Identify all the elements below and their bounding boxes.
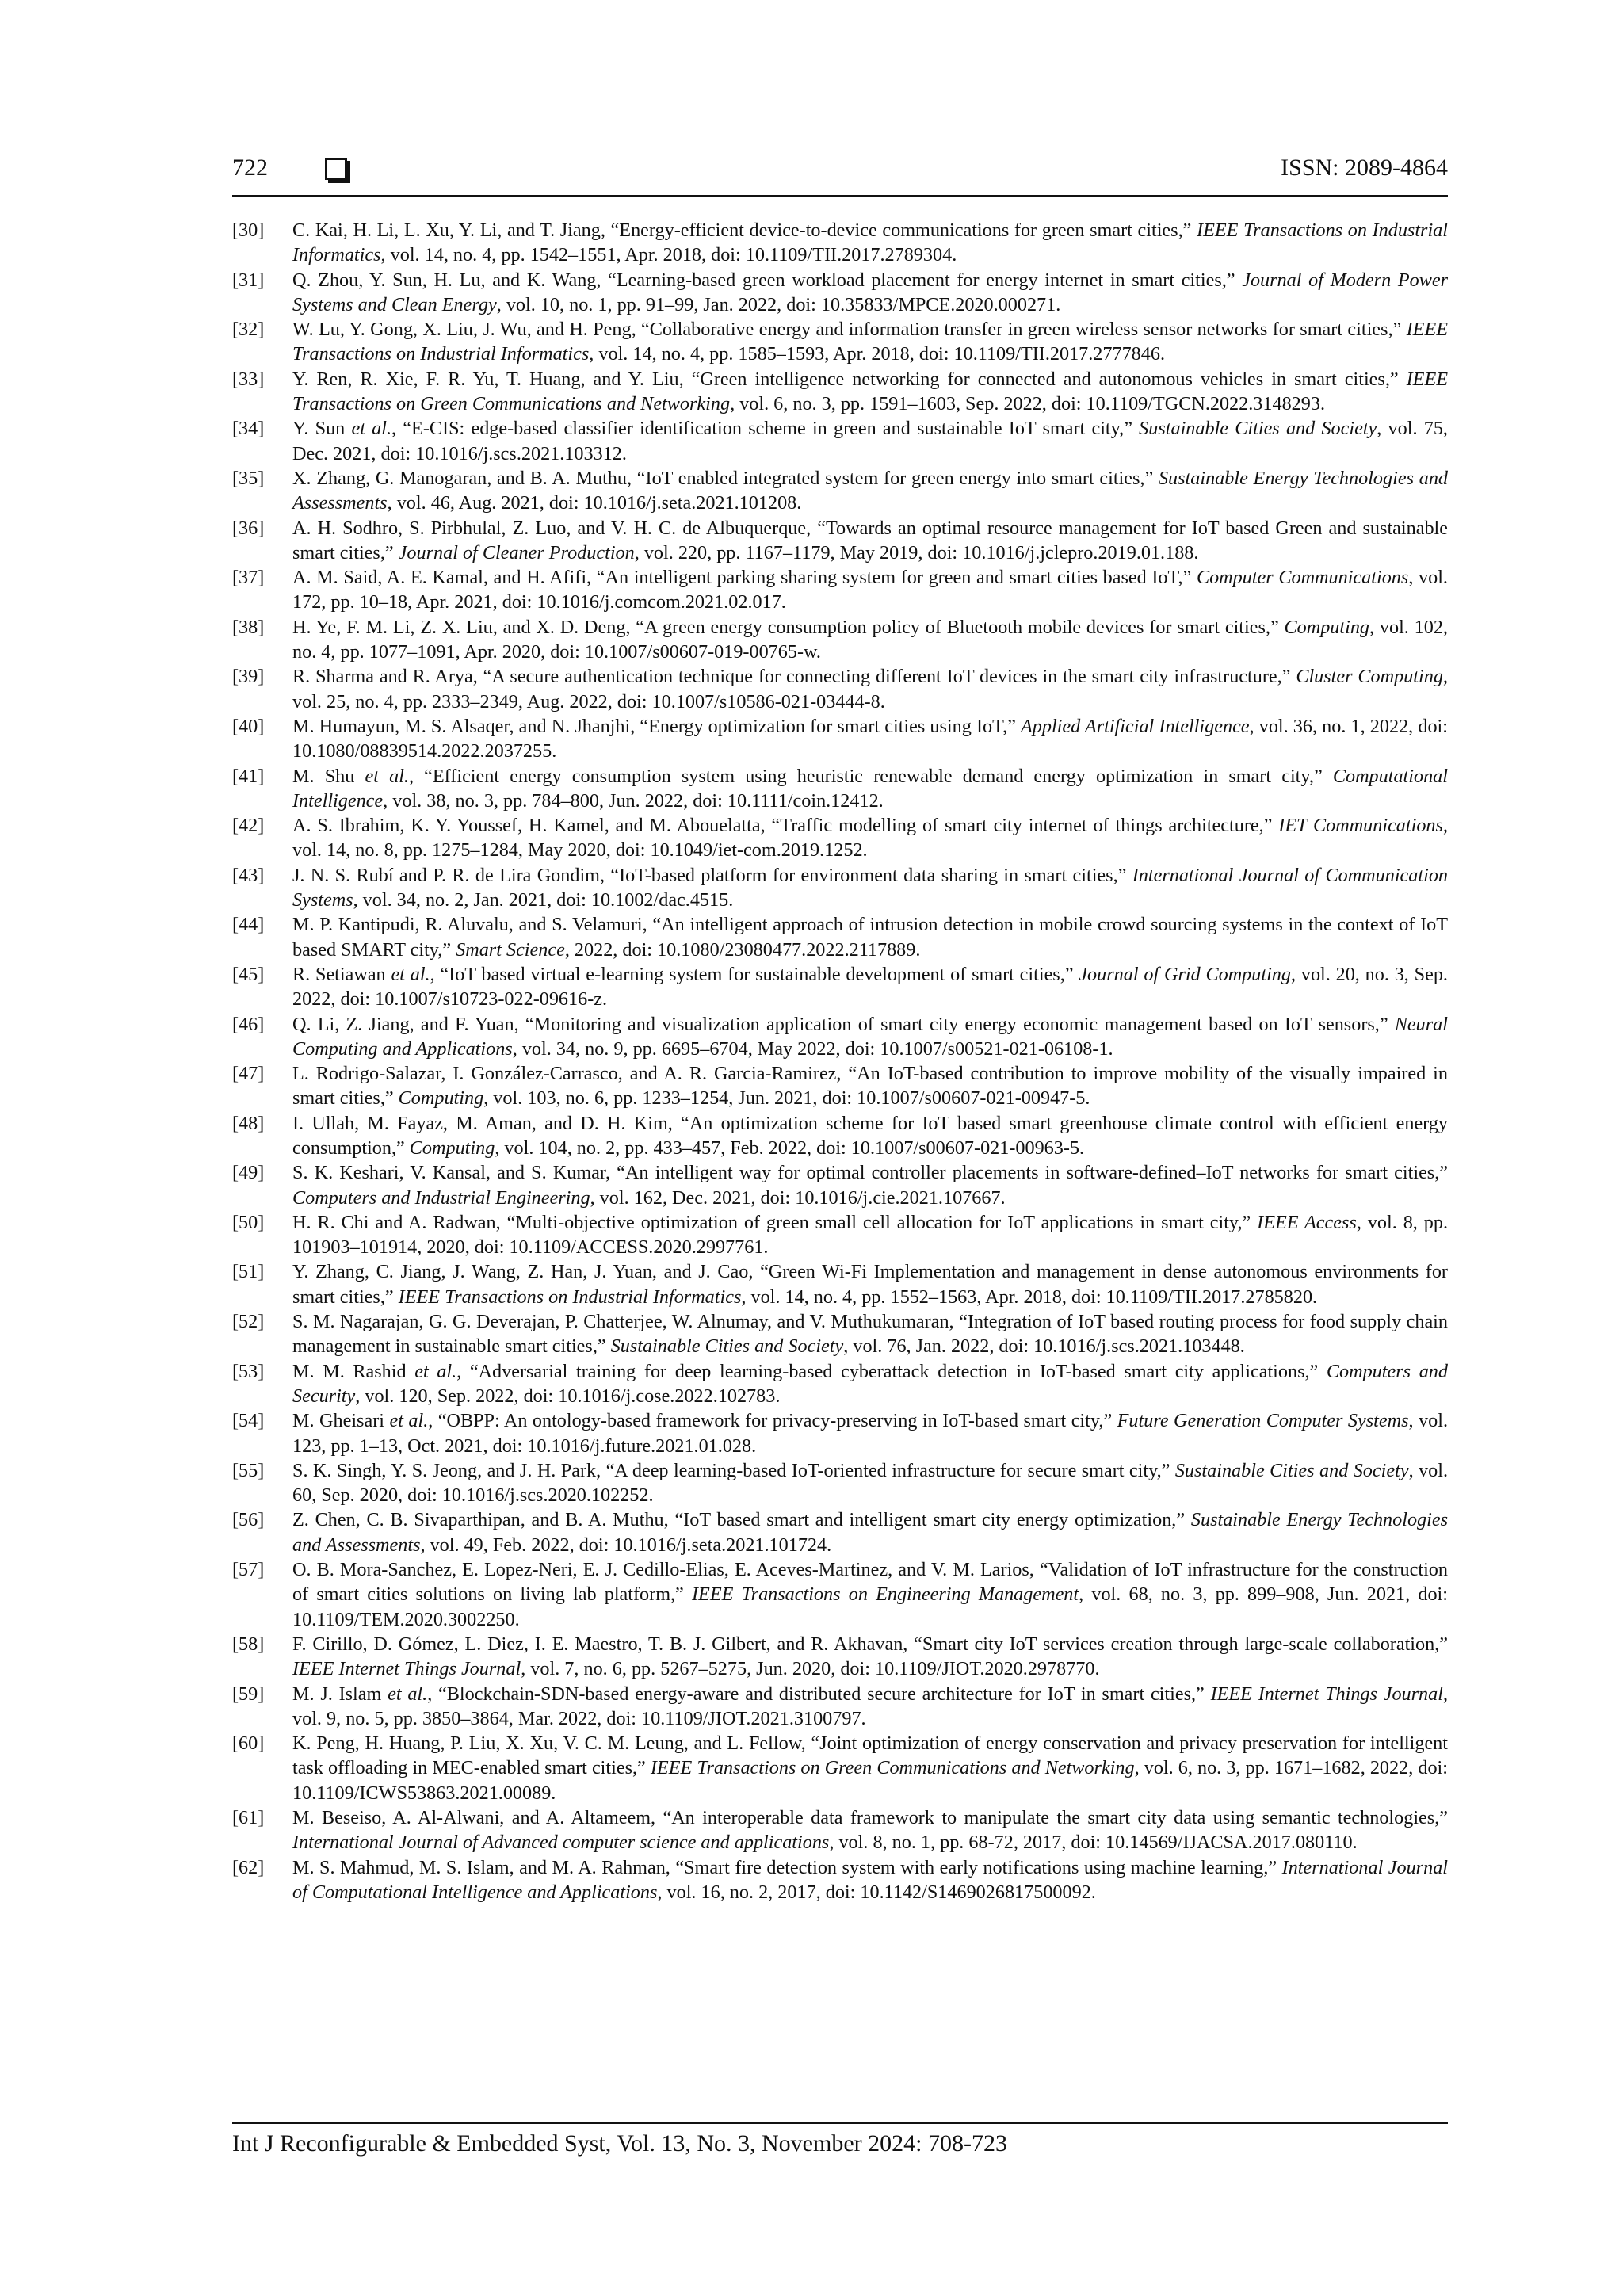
reference-item [232,416,1448,466]
reference-text [292,268,1448,318]
reference-segment: , “Blockchain-SDN-based energy-aware and distributed secure architecture for IoT in smart cities,” [427,1683,1211,1705]
issn-label: ISSN: 2089-4864 [1281,155,1448,181]
reference-number: [47] [232,1063,265,1085]
reference-segment: M. P. Kantipudi, R. Aluvalu, and S. Velamuri, “An intelligent approach of intrusion detection in mobile crowd sourcing systems in the context of IoT based SMART city,” [292,914,1448,961]
reference-segment: R. Sharma and R. Arya, “A secure authentication technique for connecting different IoT devices in the smart city infrastructure,” [292,666,1296,688]
reference-segment: , vol. 10, no. 1, pp. 91–99, Jan. 2022, doi: 10.35833/MPCE.2020.000271. [496,293,1061,315]
reference-segment: , vol. 103, no. 6, pp. 1233–1254, Jun. 2021, doi: 10.1007/s00607-021-00947-5. [483,1087,1090,1110]
reference-segment: A. M. Said, A. E. Kamal, and H. Afifi, “An intelligent parking sharing system for green and smart cities based IoT,” [292,567,1197,589]
reference-italic-segment: Journal of Cleaner Production [398,541,635,563]
reference-item [232,664,1448,714]
reference-segment: Y. Zhang, C. Jiang, J. Wang, Z. Han, J. Yuan, and J. Cao, “Green Wi-Fi Implementation and management in dense autonomous environments for smart cities,” [292,1261,1448,1308]
reference-italic-segment: Sustainable Energy Technologies and Assessments [292,467,1449,514]
reference-segment: R. Setiawan [292,963,391,985]
reference-italic-segment: IEEE Access [1257,1211,1357,1233]
reference-item [232,1012,1448,1062]
reference-segment: , vol. 68, no. 3, pp. 899–908, Jun. 2021, doi: 10.1109/TEM.2020.3002250. [292,1584,1448,1630]
reference-italic-segment: International Journal of Computational Intelligence and Applications [292,1856,1449,1903]
reference-italic-segment: IEEE Transactions on Engineering Management [691,1584,1079,1606]
reference-segment: S. K. Singh, Y. S. Jeong, and J. H. Park, “A deep learning-based IoT-oriented infrastructure for secure smart city,” [292,1459,1175,1481]
reference-segment: Q. Zhou, Y. Sun, H. Lu, and K. Wang, “Learning-based green workload placement for energy internet in smart cities,” [292,269,1243,291]
reference-segment: Y. Ren, R. Xie, F. R. Yu, T. Huang, and Y. Liu, “Green intelligence networking for connected and autonomous vehicles in smart cities,” [292,368,1407,390]
reference-italic-segment: IEEE Internet Things Journal [292,1658,521,1680]
reference-segment: , vol. 14, no. 4, pp. 1542–1551, Apr. 2018, doi: 10.1109/TII.2017.2789304. [380,244,957,266]
reference-italic-segment: et al. [365,765,409,787]
reference-segment: M. Gheisari [292,1410,390,1432]
reference-segment: L. Rodrigo-Salazar, I. González-Carrasco, and A. R. Garcia-Ramirez, “An IoT-based contribution to improve mobility of the visually impaired in smart cities,” [292,1063,1448,1110]
footer-divider [232,2122,1448,2124]
reference-number: [44] [232,914,265,936]
reference-segment: , vol. 60, Sep. 2020, doi: 10.1016/j.scs.2020.102252. [292,1459,1448,1507]
reference-number: [43] [232,864,265,886]
reference-segment: M. S. Mahmud, M. S. Islam, and M. A. Rahman, “Smart fire detection system with early notifications using machine learning,” [292,1856,1282,1878]
reference-number: [56] [232,1509,265,1531]
reference-text [292,416,1448,466]
reference-text [292,1682,1448,1732]
reference-item [232,466,1448,516]
reference-segment: , vol. 162, Dec. 2021, doi: 10.1016/j.cie.2021.107667. [590,1186,1006,1209]
reference-item [232,1259,1448,1309]
reference-item [232,1359,1448,1409]
reference-item [232,1557,1448,1632]
reference-number: [50] [232,1211,265,1233]
reference-item [232,1309,1448,1359]
reference-number: [62] [232,1856,265,1878]
reference-number: [42] [232,815,265,837]
reference-number: [32] [232,319,265,341]
reference-italic-segment: Journal of Grid Computing [1079,963,1291,985]
reference-italic-segment: Neural Computing and Applications [292,1013,1448,1060]
reference-item [232,863,1448,913]
reference-italic-segment: et al. [389,1410,429,1432]
reference-segment: , vol. 120, Sep. 2022, doi: 10.1016/j.cose.2022.102783. [355,1385,781,1407]
page-header [232,155,1448,193]
reference-text [292,1458,1448,1508]
reference-segment: H. Ye, F. M. Li, Z. X. Liu, and X. D. Deng, “A green energy consumption policy of Bluetooth mobile devices for smart cities,” [292,616,1285,638]
reference-italic-segment: Sustainable Cities and Society [610,1335,844,1358]
reference-number: [52] [232,1311,265,1333]
reference-item [232,1805,1448,1855]
reference-number: [57] [232,1559,265,1581]
reference-text [292,1259,1448,1309]
reference-number: [38] [232,616,265,638]
reference-segment: W. Lu, Y. Gong, X. Liu, J. Wu, and H. Peng, “Collaborative energy and information transfer in green wireless sensor networks for smart cities,” [292,319,1407,341]
reference-text [292,1731,1448,1805]
reference-segment: , vol. 25, no. 4, pp. 2333–2349, Aug. 2022, doi: 10.1007/s10586-021-03444-8. [292,666,1448,712]
reference-segment: , “Adversarial training for deep learning-based cyberattack detection in IoT-based smart city applications,” [456,1360,1327,1382]
reference-segment: , vol. 8, no. 1, pp. 68-72, 2017, doi: 10.14569/IJACSA.2017.080110. [829,1832,1358,1854]
reference-segment: , vol. 7, no. 6, pp. 5267–5275, Jun. 2020, doi: 10.1109/JIOT.2020.2978770. [521,1658,1100,1680]
reference-text [292,317,1448,367]
reference-italic-segment: Applied Artificial Intelligence [1021,715,1250,737]
reference-text [292,615,1448,665]
reference-segment: , vol. 75, Dec. 2021, doi: 10.1016/j.scs.2021.103312. [292,418,1448,464]
reference-number: [54] [232,1410,265,1432]
reference-text [292,1012,1448,1062]
reference-text [292,813,1448,863]
reference-text [292,516,1448,566]
reference-item [232,1731,1448,1805]
reference-item [232,714,1448,764]
reference-text [292,863,1448,913]
reference-segment: , “Efficient energy consumption system using heuristic renewable demand energy optimization in smart city,” [408,765,1333,787]
reference-number: [46] [232,1013,265,1035]
reference-text [292,1359,1448,1409]
reference-number: [60] [232,1733,265,1755]
reference-item [232,1210,1448,1260]
reference-number: [35] [232,467,265,489]
reference-number: [41] [232,765,265,787]
reference-segment: A. H. Sodhro, S. Pirbhulal, Z. Luo, and V. H. C. de Albuquerque, “Towards an optimal resource management for IoT based Green and sustainable smart cities,” [292,517,1448,563]
reference-segment: , vol. 220, pp. 1167–1179, May 2019, doi: 10.1016/j.jclepro.2019.01.188. [634,541,1199,563]
reference-number: [53] [232,1360,265,1382]
reference-item [232,962,1448,1012]
reference-text [292,1855,1448,1905]
journal-footer: Int J Reconfigurable & Embedded Syst, Vol. 13, No. 3, November 2024: 708-723 [232,2130,1007,2157]
page-number: 722 [232,155,268,181]
reference-number: [45] [232,963,265,985]
reference-italic-segment: Computing [398,1087,484,1110]
reference-italic-segment: Computer Communications [1196,567,1409,589]
reference-italic-segment: IEEE Transactions on Industrial Informatics [292,319,1448,365]
reference-italic-segment: et al. [388,1683,428,1705]
reference-italic-segment: IET Communications [1278,815,1443,837]
reference-text [292,664,1448,714]
reference-segment: X. Zhang, G. Manogaran, and B. A. Muthu, “IoT enabled integrated system for green energy into smart cities,” [292,467,1159,489]
reference-item [232,912,1448,962]
reference-segment: J. N. S. Rubí and P. R. de Lira Gondim, “IoT-based platform for environment data sharing in smart cities,” [292,864,1132,886]
reference-segment: , vol. 49, Feb. 2022, doi: 10.1016/j.seta.2021.101724. [420,1534,832,1556]
reference-number: [36] [232,517,265,539]
reference-text [292,714,1448,764]
reference-italic-segment: IEEE Transactions on Green Communications and Networking [650,1757,1135,1779]
reference-number: [48] [232,1112,265,1134]
reference-item [232,813,1448,863]
reference-segment: , vol. 104, no. 2, pp. 433–457, Feb. 2022, doi: 10.1007/s00607-021-00963-5. [495,1137,1085,1159]
checkbox-square-icon [325,158,347,180]
reference-number: [31] [232,269,265,291]
reference-number: [37] [232,567,265,589]
reference-italic-segment: Smart Science [456,938,565,961]
reference-segment: , vol. 14, no. 4, pp. 1585–1593, Apr. 2018, doi: 10.1109/TII.2017.2777846. [589,343,1166,365]
reference-item [232,516,1448,566]
reference-italic-segment: Sustainable Cities and Society [1139,418,1377,440]
reference-text [292,1408,1448,1458]
reference-number: [30] [232,220,265,241]
reference-segment: , vol. 20, no. 3, Sep. 2022, doi: 10.1007/s10723-022-09616-z. [292,963,1448,1010]
reference-text [292,764,1448,814]
reference-italic-segment: et al. [414,1360,457,1382]
reference-segment: , vol. 38, no. 3, pp. 784–800, Jun. 2022, doi: 10.1111/coin.12412. [383,789,884,812]
reference-text [292,1309,1448,1359]
reference-italic-segment: Computing [409,1137,495,1159]
reference-segment: S. K. Keshari, V. Kansal, and S. Kumar, “An intelligent way for optimal controller placements in software-defined–IoT networks for smart cities,” [292,1162,1448,1184]
reference-segment: A. S. Ibrahim, K. Y. Youssef, H. Kamel, and M. Abouelatta, “Traffic modelling of smart city internet of things architecture,” [292,815,1279,837]
reference-item [232,764,1448,814]
reference-segment: , “IoT based virtual e-learning system for sustainable development of smart cities,” [430,963,1079,985]
reference-number: [59] [232,1683,265,1705]
reference-italic-segment: Cluster Computing [1296,666,1443,688]
reference-italic-segment: Journal of Modern Power Systems and Clean Energy [292,269,1448,315]
reference-text [292,962,1448,1012]
reference-text [292,1061,1448,1111]
reference-text [292,367,1448,417]
reference-item [232,1458,1448,1508]
reference-item [232,268,1448,318]
reference-segment: , “E-CIS: edge-based classifier identification scheme in green and sustainable IoT smart city,” [391,418,1140,440]
reference-number: [39] [232,666,265,688]
reference-italic-segment: Computational Intelligence [292,765,1448,812]
reference-segment: Y. Sun [292,418,352,440]
reference-segment: H. R. Chi and A. Radwan, “Multi-objective optimization of green small cell allocation for IoT applications in smart city,” [292,1211,1258,1233]
reference-text [292,1507,1448,1557]
reference-text [292,1805,1448,1855]
reference-italic-segment: et al. [351,418,392,440]
reference-segment: M. Humayun, M. S. Alsaqer, and N. Jhanjhi, “Energy optimization for smart cities using IoT,” [292,715,1021,737]
reference-segment: , 2022, doi: 10.1080/23080477.2022.2117889. [564,938,921,961]
reference-italic-segment: IEEE Transactions on Green Communications and Networking [292,368,1448,415]
reference-item [232,1111,1448,1161]
reference-italic-segment: Sustainable Cities and Society [1174,1459,1409,1481]
reference-segment: , vol. 9, no. 5, pp. 3850–3864, Mar. 2022, doi: 10.1109/JIOT.2021.3100797. [292,1683,1449,1729]
reference-italic-segment: Sustainable Energy Technologies and Assessments [292,1509,1448,1556]
reference-segment: , vol. 6, no. 3, pp. 1591–1603, Sep. 2022, doi: 10.1109/TGCN.2022.3148293. [730,393,1325,415]
reference-text [292,1632,1448,1682]
reference-segment: Z. Chen, C. B. Sivaparthipan, and B. A. Muthu, “IoT based smart and intelligent smart city energy optimization,” [292,1509,1191,1531]
reference-segment: , vol. 102, no. 4, pp. 1077–1091, Apr. 2020, doi: 10.1007/s00607-019-00765-w. [292,616,1448,663]
reference-item [232,1682,1448,1732]
reference-number: [51] [232,1261,265,1283]
reference-item [232,317,1448,367]
reference-text [292,1210,1448,1260]
reference-item [232,1160,1448,1210]
header-divider [232,195,1448,197]
reference-italic-segment: IEEE Transactions on Industrial Informatics [292,220,1448,266]
reference-segment: , vol. 14, no. 4, pp. 1552–1563, Apr. 2018, doi: 10.1109/TII.2017.2785820. [741,1286,1318,1308]
reference-segment: , vol. 16, no. 2, 2017, doi: 10.1142/S1469026817500092. [657,1881,1096,1903]
reference-item [232,1507,1448,1557]
reference-number: [40] [232,715,265,737]
reference-segment: C. Kai, H. Li, L. Xu, Y. Li, and T. Jiang, “Energy-efficient device-to-device communications for green smart cities,” [292,220,1197,241]
reference-segment: K. Peng, H. Huang, P. Liu, X. Xu, V. C. M. Leung, and L. Fellow, “Joint optimization of energy conservation and privacy preservation for intelligent task offloading in MEC-enabled smart cities,” [292,1733,1448,1779]
reference-segment: , vol. 8, pp. 101903–101914, 2020, doi: 10.1109/ACCESS.2020.2997761. [292,1211,1448,1259]
reference-segment: O. B. Mora-Sanchez, E. Lopez-Neri, E. J. Cedillo-Elias, E. Aceves-Martinez, and V. M. Larios, “Validation of IoT infrastructure for the construction of smart cities solutions on living lab platform,” [292,1559,1448,1606]
reference-item [232,1632,1448,1682]
reference-italic-segment: International Journal of Communication Systems [292,864,1449,911]
reference-segment: , vol. 76, Jan. 2022, doi: 10.1016/j.scs.2021.103448. [843,1335,1245,1358]
reference-segment: , vol. 46, Aug. 2021, doi: 10.1016/j.seta.2021.101208. [387,492,802,514]
reference-text [292,466,1448,516]
reference-number: [33] [232,368,265,390]
reference-italic-segment: Computers and Security [292,1360,1448,1407]
reference-number: [49] [232,1162,265,1184]
reference-item [232,1408,1448,1458]
reference-segment: M. Beseiso, A. Al-Alwani, and A. Altameem, “An interoperable data framework to manipulate the smart city data using semantic technologies,” [292,1807,1448,1828]
reference-segment: , vol. 34, no. 2, Jan. 2021, doi: 10.1002/dac.4515. [353,889,734,911]
reference-item [232,367,1448,417]
reference-text [292,1557,1448,1632]
reference-segment: , vol. 34, no. 9, pp. 6695–6704, May 2022, doi: 10.1007/s00521-021-06108-1. [512,1037,1113,1060]
reference-segment: , vol. 6, no. 3, pp. 1671–1682, 2022, doi: 10.1109/ICWS53863.2021.00089. [292,1757,1448,1804]
reference-item [232,565,1448,615]
reference-segment: , vol. 172, pp. 10–18, Apr. 2021, doi: 10.1016/j.comcom.2021.02.017. [292,567,1448,613]
reference-italic-segment: Computers and Industrial Engineering [292,1186,590,1209]
reference-segment: I. Ullah, M. Fayaz, M. Aman, and D. H. Kim, “An optimization scheme for IoT based smart greenhouse climate control with efficient energy consumption,” [292,1112,1448,1159]
reference-text [292,218,1448,268]
reference-item [232,218,1448,268]
reference-segment: , vol. 123, pp. 1–13, Oct. 2021, doi: 10.1016/j.future.2021.01.028. [292,1410,1448,1457]
reference-segment: Q. Li, Z. Jiang, and F. Yuan, “Monitoring and visualization application of smart city energy economic management based on IoT sensors,” [292,1013,1395,1035]
reference-segment: S. M. Nagarajan, G. G. Deverajan, P. Chatterjee, W. Alnumay, and V. Muthukumaran, “Integration of IoT based routing process for food supply chain management in sustainable smart cities,” [292,1311,1448,1358]
reference-italic-segment: IEEE Internet Things Journal [1210,1683,1443,1705]
reference-text [292,912,1448,962]
reference-segment: M. J. Islam [292,1683,388,1705]
reference-italic-segment: Future Generation Computer Systems [1117,1410,1409,1432]
reference-segment: , vol. 36, no. 1, 2022, doi: 10.1080/08839514.2022.2037255. [292,715,1448,762]
reference-segment: , vol. 14, no. 8, pp. 1275–1284, May 2020, doi: 10.1049/iet-com.2019.1252. [292,815,1448,861]
reference-italic-segment: International Journal of Advanced computer science and applications [292,1832,830,1854]
reference-number: [55] [232,1459,265,1481]
reference-segment: M. M. Rashid [292,1360,415,1382]
reference-text [292,565,1448,615]
reference-italic-segment: IEEE Transactions on Industrial Informatics [398,1286,742,1308]
reference-text [292,1160,1448,1210]
reference-italic-segment: Computing [1284,616,1370,638]
reference-segment: F. Cirillo, D. Gómez, L. Diez, I. E. Maestro, T. B. J. Gilbert, and R. Akhavan, “Smart city IoT services creation through large-scale collaboration,” [292,1633,1448,1655]
reference-segment: M. Shu [292,765,365,787]
reference-text [292,1111,1448,1161]
reference-number: [58] [232,1633,265,1655]
reference-item [232,1855,1448,1905]
reference-item [232,1061,1448,1111]
reference-segment: , “OBPP: An ontology-based framework for privacy-preserving in IoT-based smart city,” [428,1410,1117,1432]
reference-italic-segment: et al. [391,963,430,985]
reference-item [232,615,1448,665]
reference-number: [34] [232,418,265,440]
reference-list [232,218,1448,1904]
reference-number: [61] [232,1807,265,1828]
